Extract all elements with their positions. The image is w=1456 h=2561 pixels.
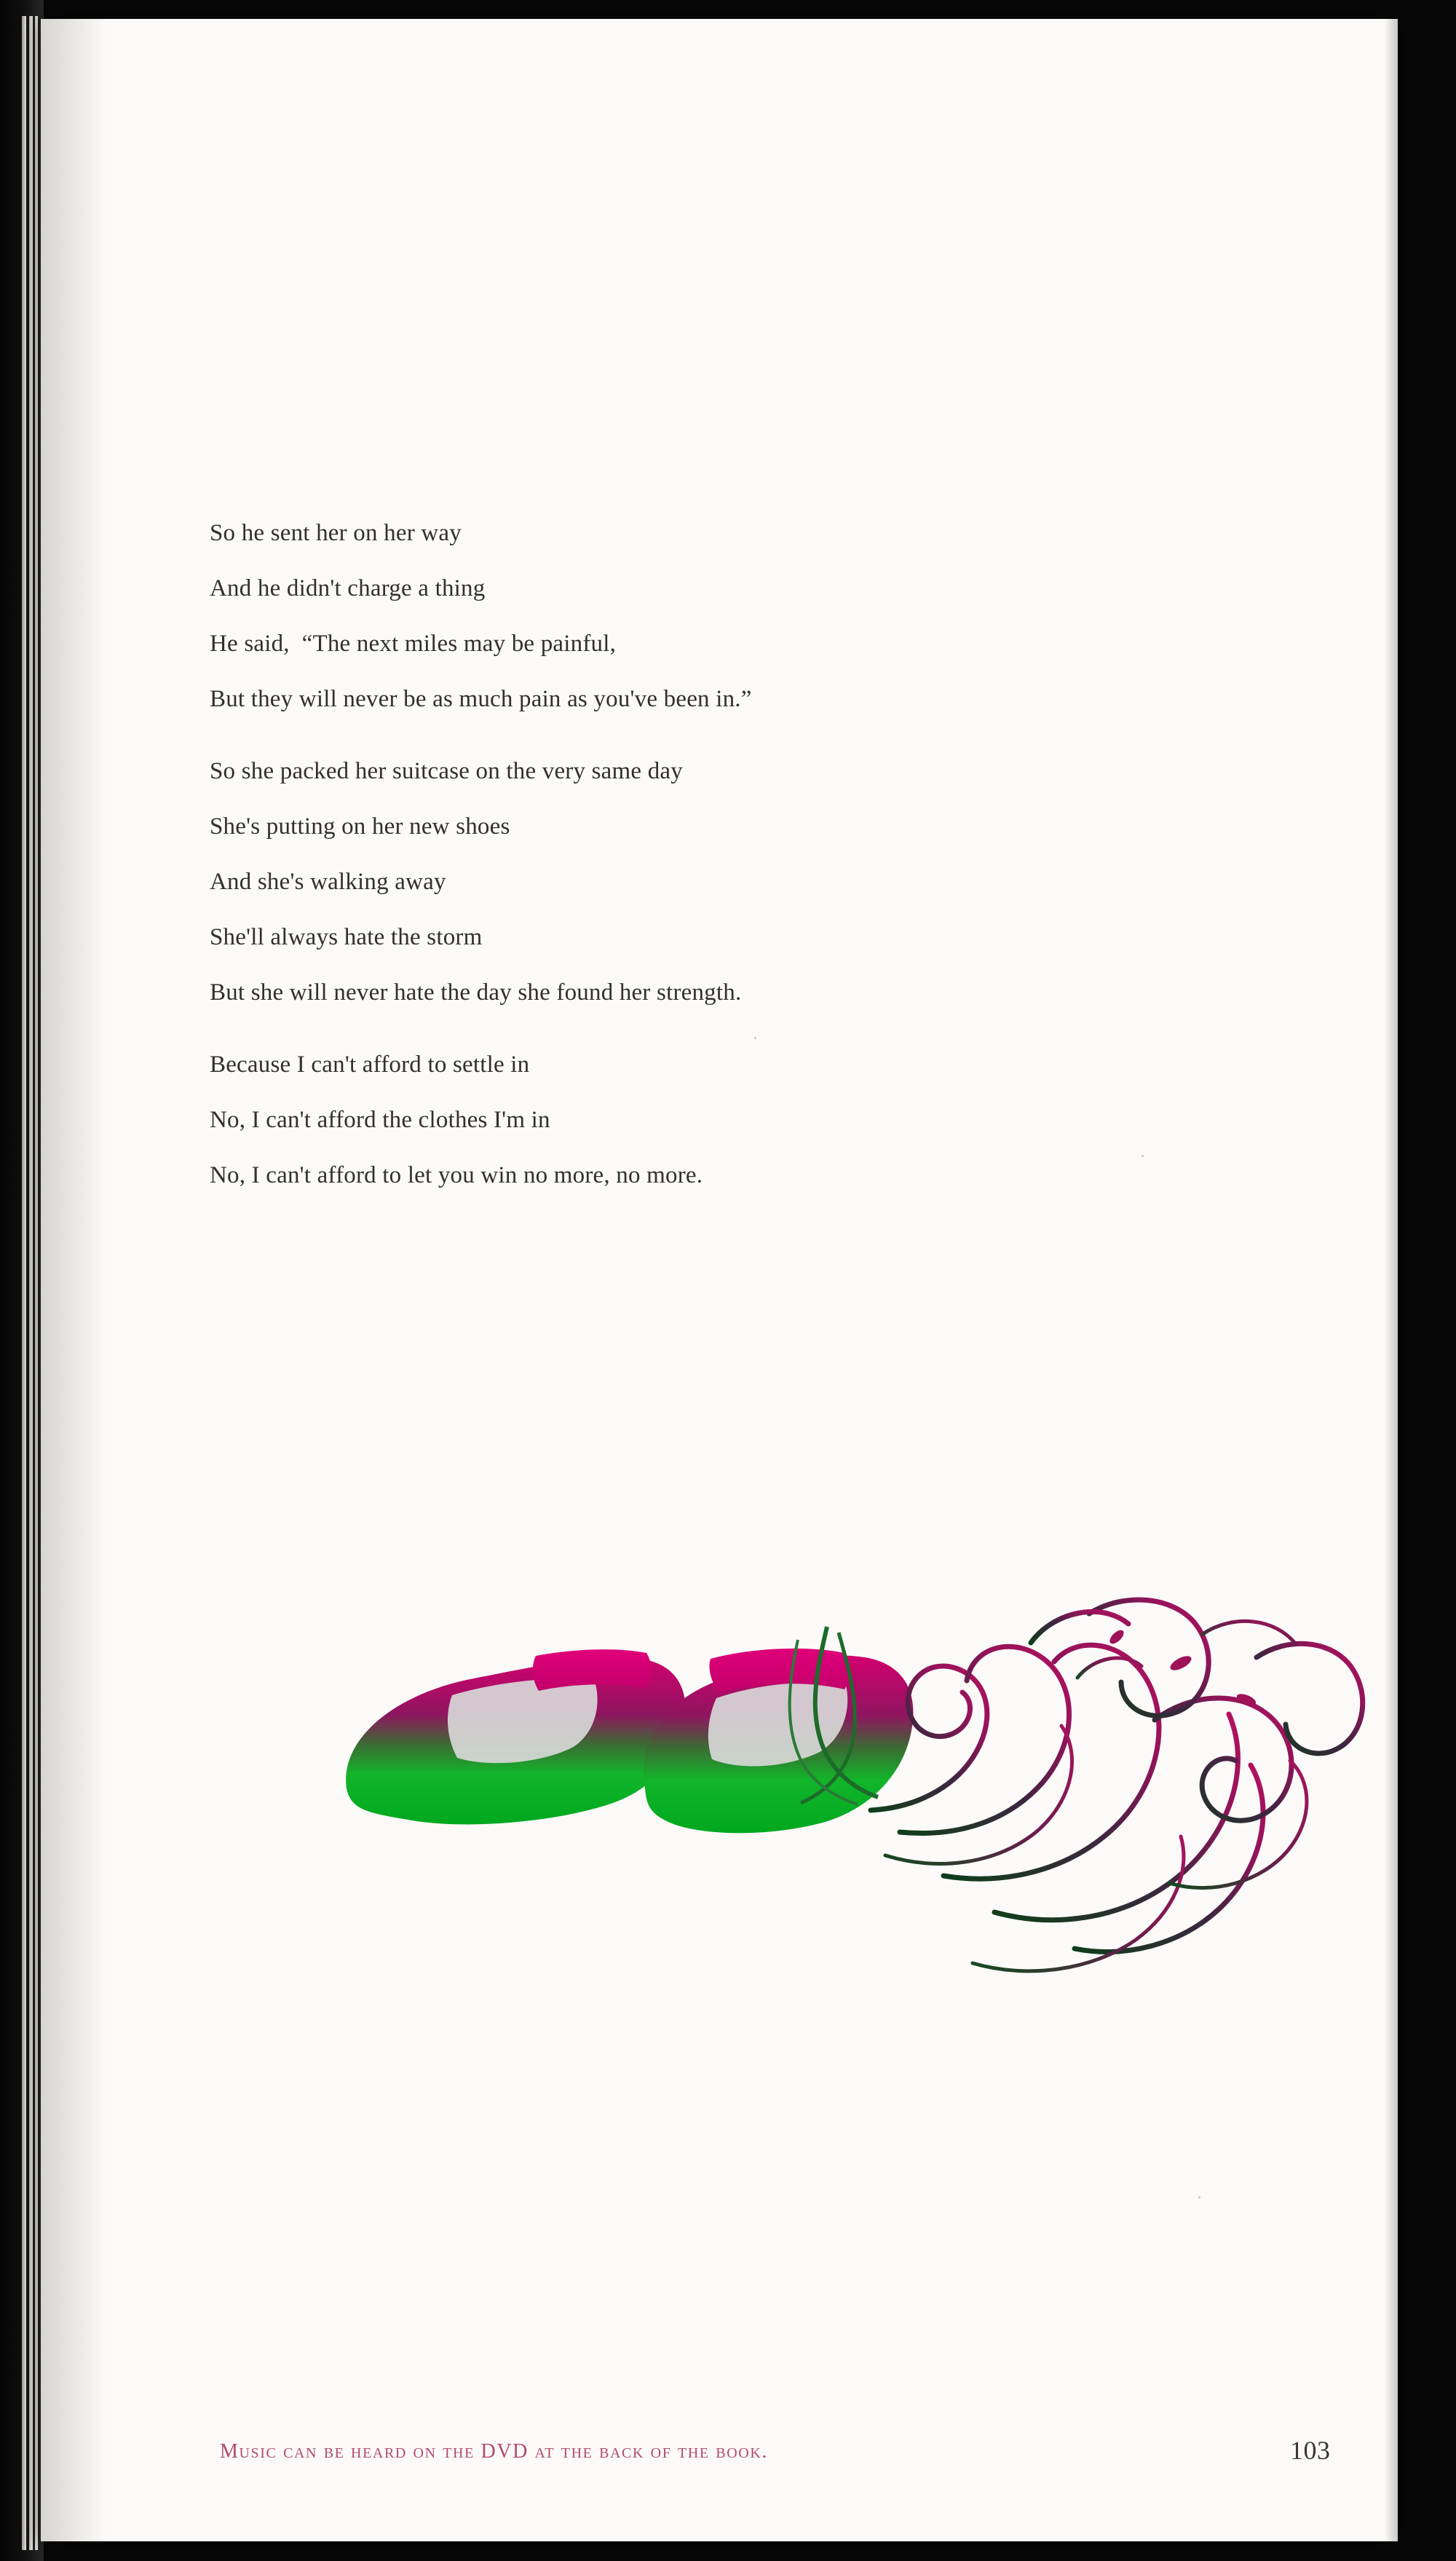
flourish-ornament	[871, 1600, 1363, 1952]
shoes-illustration	[317, 1570, 1373, 2021]
paper-speck	[1198, 2196, 1200, 2198]
page-number: 103	[1290, 2436, 1331, 2465]
lyric-line: She's putting on her new shoes	[210, 813, 510, 840]
left-shoe-icon	[346, 1649, 686, 1824]
lyric-line: No, I can't afford to let you win no more, no more.	[210, 1162, 703, 1188]
lyric-stanza	[210, 521, 1083, 711]
lyric-stanza	[210, 1053, 1083, 1188]
lyric-line: Because I can't afford to settle in	[210, 1051, 530, 1078]
page-edge-stack	[35, 16, 38, 2550]
lyric-line: And she's walking away	[210, 869, 446, 895]
page-edge-stack	[29, 16, 33, 2550]
book-page	[41, 19, 1398, 2541]
page-gutter-shading	[41, 19, 106, 2541]
footer-note: Music can be heard on the DVD at the back of the book.	[220, 2440, 768, 2463]
lyric-line: No, I can't afford the clothes I'm in	[210, 1107, 550, 1133]
flourish-ornament-secondary	[885, 1621, 1307, 1970]
paper-speck	[1142, 1155, 1144, 1157]
lyric-line: But she will never hate the day she found her strength.	[210, 979, 742, 1006]
lyric-stanza	[210, 759, 1083, 1005]
page-outer-shading	[1385, 19, 1398, 2541]
right-shoe-icon	[644, 1627, 913, 1833]
lyric-line: He said, “The next miles may be painful,	[210, 631, 617, 657]
lyric-line: And he didn't charge a thing	[210, 575, 486, 601]
flourish-leaf-accents	[1107, 1627, 1257, 1707]
lyric-line: So he sent her on her way	[210, 520, 462, 546]
lyric-line: So she packed her suitcase on the very same day	[210, 758, 683, 784]
lyric-line: She'll always hate the storm	[210, 924, 483, 950]
lyric-line: But they will never be as much pain as you've been in.”	[210, 686, 752, 712]
lyrics-block	[210, 521, 1083, 1188]
page-edge-stack	[22, 16, 26, 2550]
